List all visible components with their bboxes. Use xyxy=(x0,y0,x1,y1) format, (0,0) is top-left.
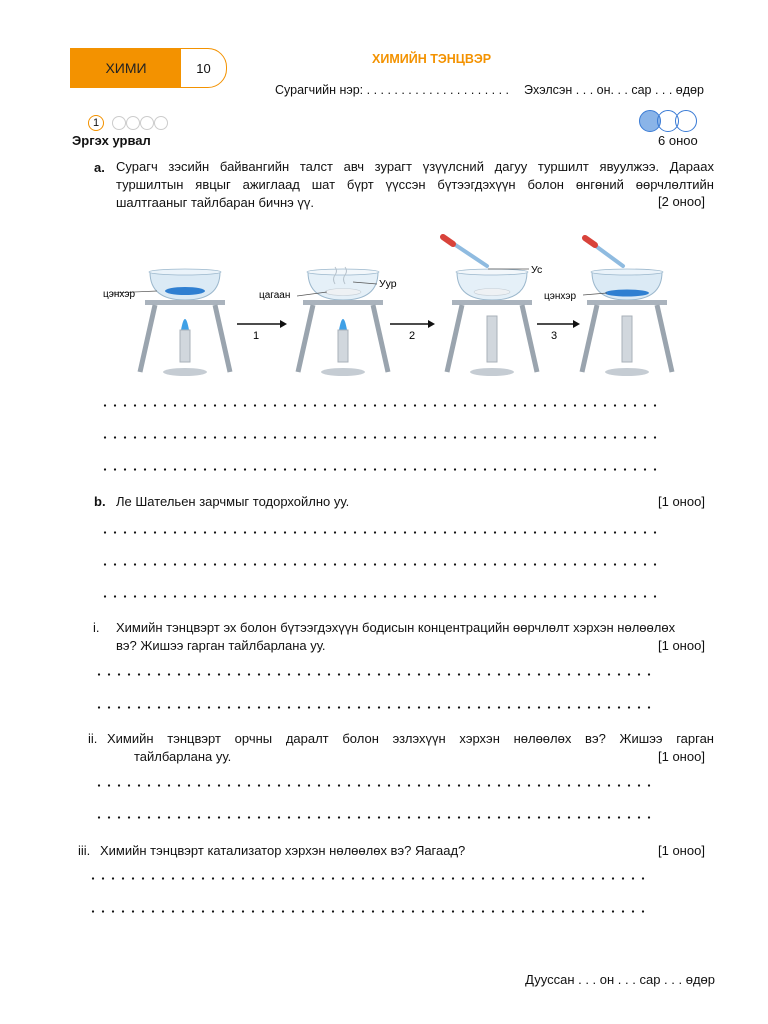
student-name-field[interactable]: Сурагчийн нэр: . . . . . . . . . . . . . . . . . . . . . xyxy=(275,83,510,97)
tripod-leg xyxy=(447,305,462,372)
question-a-text xyxy=(116,158,714,212)
answer-line[interactable] xyxy=(100,531,660,534)
flame-icon xyxy=(339,319,347,330)
bunsen-burner xyxy=(338,330,348,362)
question-b-text: Ле Шательен зарчмыг тодорхойлно уу. xyxy=(116,494,350,509)
question-i-line1: Химийн тэнцвэрт эх болон бүтээгдэхүүн бодисын концентрацийн өөрчлөлт хэрхэн нөлөөлөх xyxy=(116,620,676,635)
page-title: ХИМИЙН ТЭНЦВЭР xyxy=(372,52,492,66)
tripod-leg xyxy=(522,305,537,372)
answer-line[interactable] xyxy=(100,563,660,566)
tripod-leg xyxy=(140,305,155,372)
tripod-leg xyxy=(582,305,597,372)
tripod-top xyxy=(145,300,225,305)
answer-line[interactable] xyxy=(100,468,660,471)
question-number-badge: 1 xyxy=(88,115,104,131)
question-i-label: i. xyxy=(93,620,100,635)
question-iii-label: iii. xyxy=(78,843,91,858)
burner-base xyxy=(470,368,514,376)
label-vapor: Уур xyxy=(379,278,397,290)
dropper-bulb-icon xyxy=(585,238,595,245)
grade-number: 10 xyxy=(196,60,211,76)
white-powder-icon xyxy=(325,289,361,296)
progress-dot-icon xyxy=(154,116,168,130)
answer-line[interactable] xyxy=(100,404,660,407)
question-a-label: a. xyxy=(94,160,105,175)
blue-crystals-icon xyxy=(605,290,649,297)
answer-line[interactable] xyxy=(94,706,654,709)
progress-dot-icon xyxy=(112,116,126,130)
difficulty-circle-icon xyxy=(675,110,697,132)
question-i-line2: вэ? Жишээ гарган тайлбарлана уу. xyxy=(116,638,326,653)
answer-line[interactable] xyxy=(88,877,648,880)
question-ii-line2: тайлбарлана уу. xyxy=(134,749,232,764)
answer-line[interactable] xyxy=(88,910,648,913)
question-ii-points: [1 оноо] xyxy=(658,749,705,764)
burner-base xyxy=(321,368,365,376)
question-iii-points: [1 оноо] xyxy=(658,843,705,858)
question-b-label: b. xyxy=(94,494,106,509)
dish-rim xyxy=(456,269,528,275)
arrowhead-icon xyxy=(428,320,435,328)
burner-base xyxy=(605,368,649,376)
answer-line[interactable] xyxy=(94,784,654,787)
flame-icon xyxy=(181,319,189,330)
question-a-body: Сурагч зэсийн байвангийн талст авч зурагт үзүүлсний дагуу туршилт явуулжээ. Дараах туршилтын явцыг ажиглаад шат бүрт үүссэн бүтээгдэхүүн болон өнгөний өөрчлөлтийн шалтгааныг тайлбаран бичнэ үү. xyxy=(116,159,714,210)
setup-4-blue-restored xyxy=(544,238,672,376)
start-date-field[interactable]: Эхэлсэн . . . он. . . сар . . . өдөр xyxy=(524,83,704,97)
tripod-top xyxy=(452,300,532,305)
tripod-top xyxy=(303,300,383,305)
tripod-leg xyxy=(215,305,230,372)
step-3-label: 3 xyxy=(551,330,558,342)
section-points: 6 оноо xyxy=(658,133,698,148)
label-blue-2: цэнхэр xyxy=(544,291,577,302)
label-blue-1: цэнхэр xyxy=(103,289,136,300)
label-white: цагаан xyxy=(259,290,291,301)
question-b-points: [1 оноо] xyxy=(658,494,705,509)
dropper-icon xyxy=(593,244,623,266)
white-powder-icon xyxy=(474,289,510,296)
question-i-points: [1 оноо] xyxy=(658,638,705,653)
setup-1-heating-blue xyxy=(103,269,230,376)
burner-base xyxy=(163,368,207,376)
progress-dot-icon xyxy=(140,116,154,130)
experiment-diagram xyxy=(95,232,675,382)
dish-rim xyxy=(591,269,663,275)
dropper-bulb-icon xyxy=(443,237,453,244)
label-water: Ус xyxy=(531,264,543,276)
dish-rim xyxy=(149,269,221,275)
answer-line[interactable] xyxy=(100,595,660,598)
answer-line[interactable] xyxy=(100,436,660,439)
question-iii-text: Химийн тэнцвэрт катализатор хэрхэн нөлөөлөх вэ? Яагаад? xyxy=(100,843,466,858)
setup-3-adding-water xyxy=(443,237,542,376)
progress-dot-icon xyxy=(126,116,140,130)
bunsen-burner xyxy=(487,316,497,362)
finish-date-field[interactable]: Дууссан . . . он . . . сар . . . өдөр xyxy=(525,972,715,987)
tripod-leg xyxy=(373,305,388,372)
setup-2-heating-white xyxy=(259,267,397,376)
tripod-leg xyxy=(657,305,672,372)
arrowhead-icon xyxy=(280,320,287,328)
blue-crystals-icon xyxy=(165,287,205,295)
question-ii-label: ii. xyxy=(88,731,98,746)
arrowhead-icon xyxy=(573,320,580,328)
dropper-icon xyxy=(451,242,487,266)
evaporating-dish xyxy=(150,272,220,300)
tripod-top xyxy=(587,300,667,305)
section-title: Эргэх урвал xyxy=(72,133,151,148)
answer-line[interactable] xyxy=(94,673,654,676)
subject-name: ХИМИ xyxy=(71,49,181,87)
bunsen-burner xyxy=(622,316,632,362)
dish-rim xyxy=(307,269,379,275)
question-ii-line1: Химийн тэнцвэрт орчны даралт болон эзлэхүүн хэрхэн нөлөөлөх вэ? Жишээ гарган xyxy=(107,731,714,746)
student-info-line xyxy=(275,83,704,97)
subject-badge xyxy=(70,48,227,88)
tripod-leg xyxy=(298,305,313,372)
step-1-label: 1 xyxy=(253,330,260,342)
bunsen-burner xyxy=(180,330,190,362)
answer-line[interactable] xyxy=(94,816,654,819)
step-2-label: 2 xyxy=(409,330,416,342)
question-a-points: [2 оноо] xyxy=(658,194,705,209)
